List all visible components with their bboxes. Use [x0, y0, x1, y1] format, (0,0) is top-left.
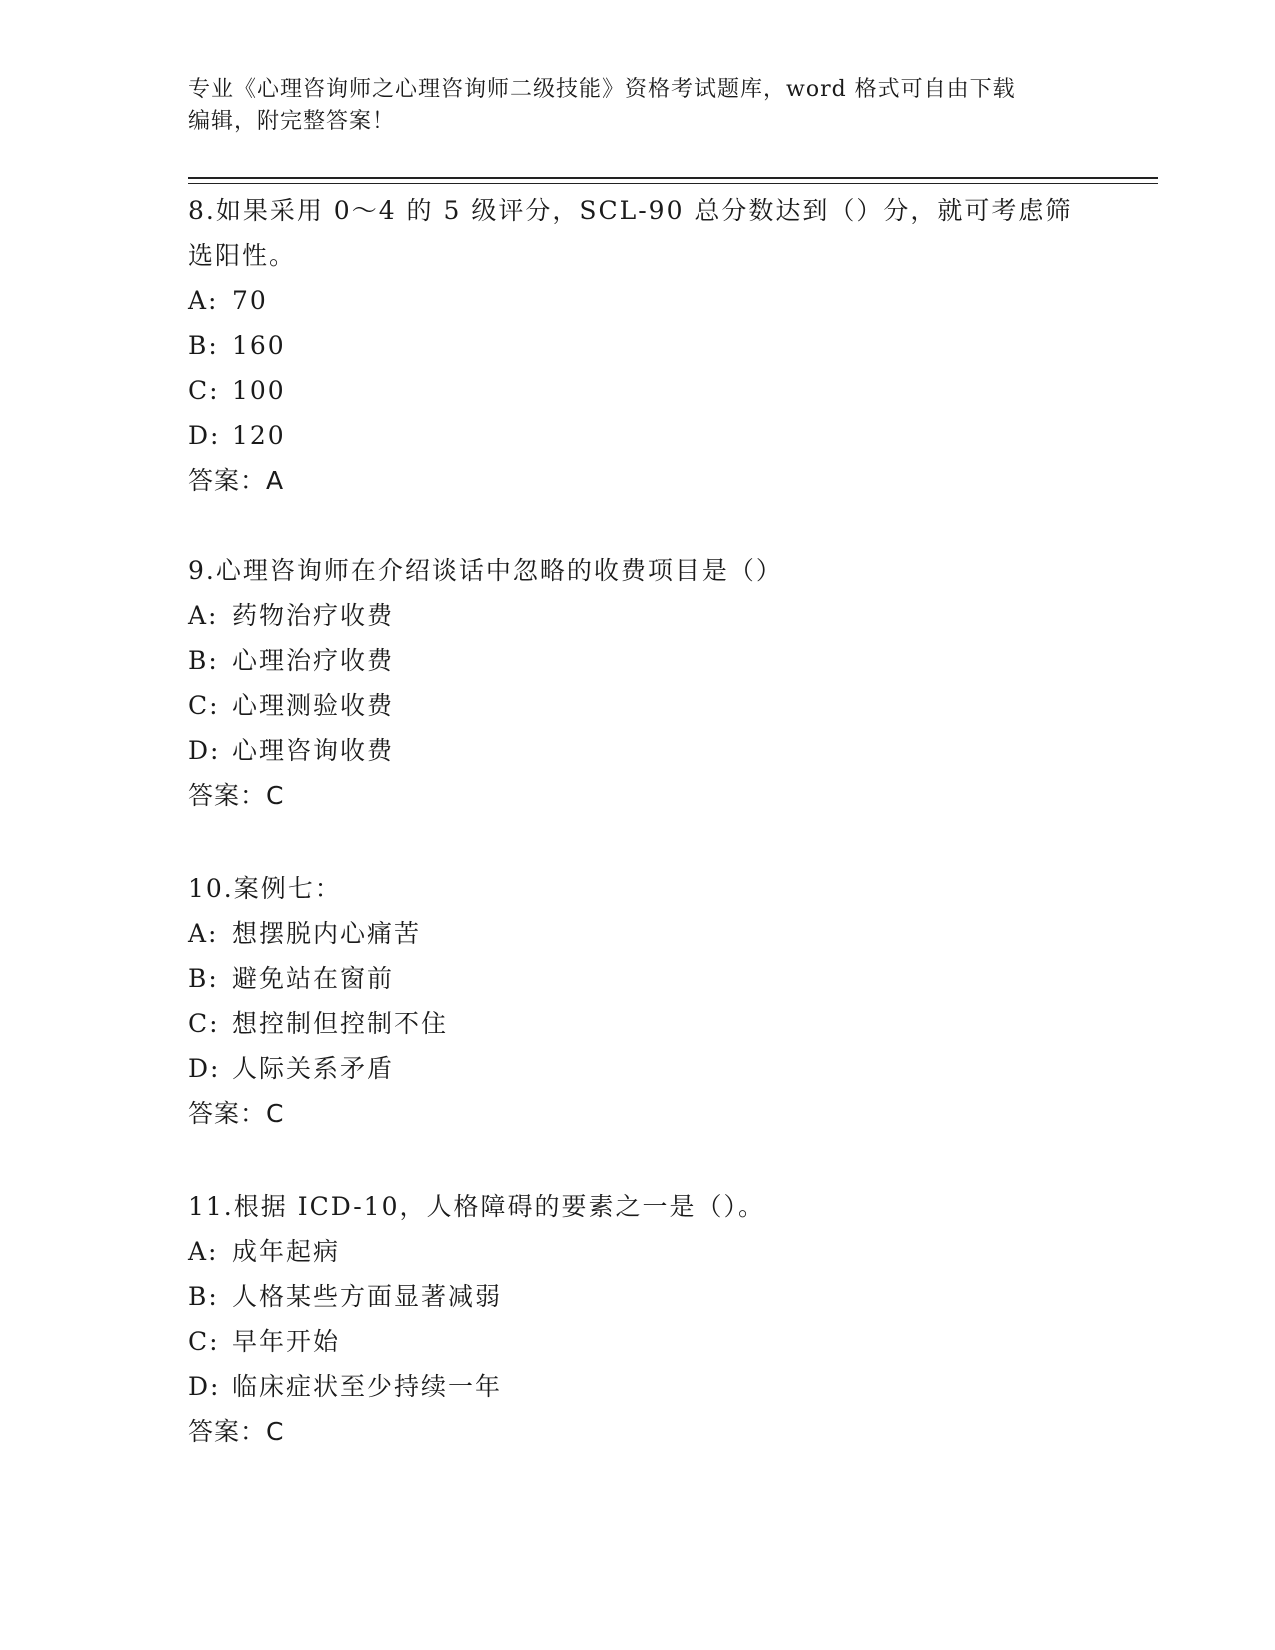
question-11	[188, 1184, 1088, 1454]
option-text: 想控制但控制不住	[232, 1009, 449, 1038]
option-key: D:	[188, 736, 221, 765]
option-key: C:	[188, 1327, 220, 1356]
question-8	[188, 188, 1088, 503]
header-line-2: 编辑，附完整答案！	[188, 109, 396, 134]
option-b	[188, 1274, 1088, 1319]
option-text: 想摆脱内心痛苦	[232, 919, 422, 948]
option-key: D:	[188, 1372, 221, 1401]
option-d	[188, 1046, 1088, 1091]
option-text: 药物治疗收费	[232, 601, 395, 630]
option-c	[188, 368, 1088, 413]
option-text: 120	[232, 421, 286, 450]
option-b	[188, 638, 1088, 683]
question-text: 8.如果采用 0～4 的 5 级评分，SCL-90 总分数达到（）分，就可考虑筛	[188, 196, 1073, 225]
option-key: B:	[188, 331, 219, 360]
document-header	[188, 74, 1088, 138]
option-key: A:	[188, 919, 219, 948]
question-text: 11.根据 ICD-10，人格障碍的要素之一是（）。	[188, 1192, 765, 1221]
option-key: D:	[188, 421, 221, 450]
option-a	[188, 278, 1088, 323]
option-d	[188, 728, 1088, 773]
header-line-1: 专业《心理咨询师之心理咨询师二级技能》资格考试题库，word 格式可自由下载	[188, 77, 1016, 102]
option-text: 避免站在窗前	[232, 964, 395, 993]
option-text: 早年开始	[232, 1327, 341, 1356]
option-text: 人格某些方面显著减弱	[232, 1282, 503, 1311]
option-text: 70	[232, 286, 268, 315]
answer: 答案：C	[188, 1099, 285, 1128]
answer: 答案：A	[188, 466, 285, 495]
option-d	[188, 413, 1088, 458]
option-text: 人际关系矛盾	[232, 1054, 395, 1083]
header-divider-thin	[188, 183, 1158, 184]
question-text-continued: 选阳性。	[188, 241, 297, 270]
option-text: 心理咨询收费	[232, 736, 395, 765]
question-9	[188, 548, 1088, 818]
option-b	[188, 323, 1088, 368]
option-key: B:	[188, 646, 219, 675]
option-text: 160	[232, 331, 286, 360]
option-text: 心理测验收费	[232, 691, 395, 720]
question-text: 9.心理咨询师在介绍谈话中忽略的收费项目是（）	[188, 556, 783, 585]
header-divider-thick	[188, 177, 1158, 179]
option-d	[188, 1364, 1088, 1409]
option-key: C:	[188, 376, 220, 405]
option-key: A:	[188, 286, 219, 315]
option-a	[188, 1229, 1088, 1274]
option-b	[188, 956, 1088, 1001]
option-key: A:	[188, 601, 219, 630]
answer: 答案：C	[188, 1417, 285, 1446]
question-10	[188, 866, 1088, 1136]
option-text: 临床症状至少持续一年	[232, 1372, 503, 1401]
option-c	[188, 1319, 1088, 1364]
answer: 答案：C	[188, 781, 285, 810]
option-c	[188, 1001, 1088, 1046]
option-key: D:	[188, 1054, 221, 1083]
option-key: C:	[188, 1009, 220, 1038]
option-a	[188, 911, 1088, 956]
option-key: C:	[188, 691, 220, 720]
option-text: 心理治疗收费	[232, 646, 395, 675]
option-text: 成年起病	[232, 1237, 341, 1266]
option-key: A:	[188, 1237, 219, 1266]
option-a	[188, 593, 1088, 638]
option-key: B:	[188, 1282, 219, 1311]
question-text: 10.案例七：	[188, 874, 342, 903]
option-text: 100	[232, 376, 286, 405]
option-c	[188, 683, 1088, 728]
option-key: B:	[188, 964, 219, 993]
